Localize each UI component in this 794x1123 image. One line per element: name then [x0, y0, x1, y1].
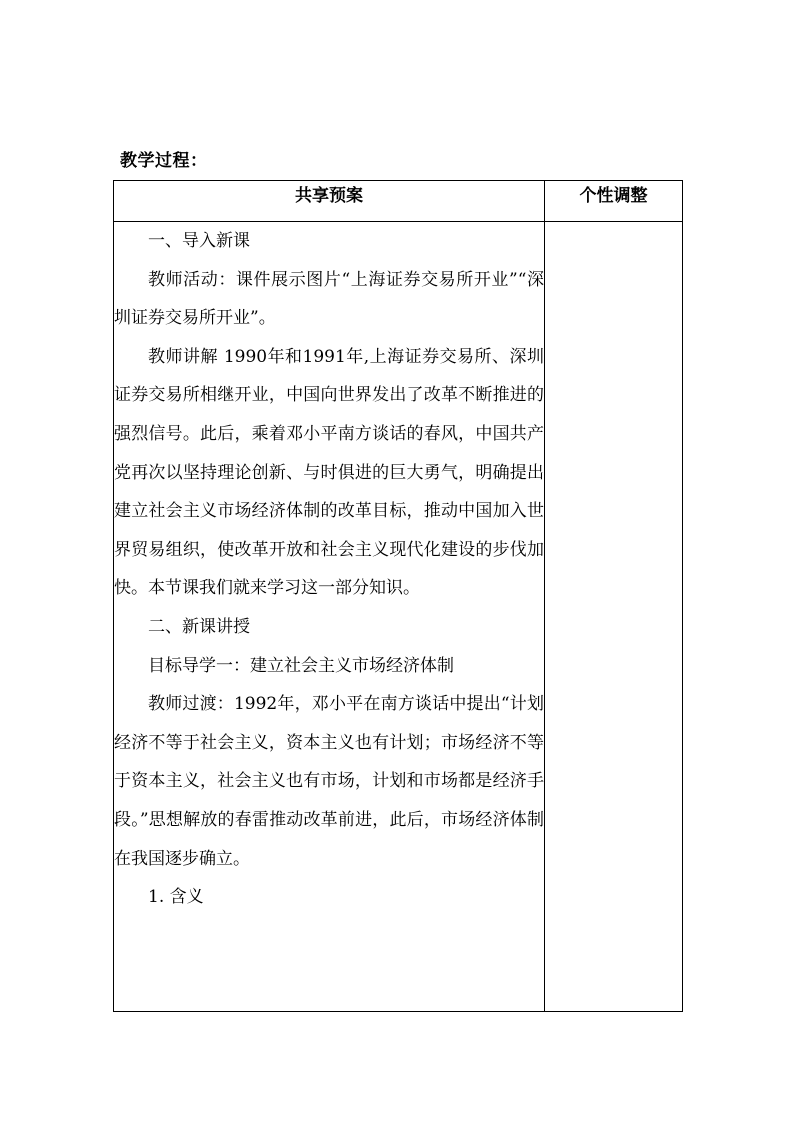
- objective-one-heading: 目标导学一：建立社会主义市场经济体制: [148, 655, 454, 676]
- personal-adjustment-header: 个性调整: [545, 181, 683, 222]
- teacher-activity-paragraph: 教师活动：课件展示图片“上海证券交易所开业”“深圳证券交易所开业”。: [114, 269, 544, 329]
- section-heading: 教学过程：: [120, 151, 208, 171]
- personal-adjustment-cell: [545, 222, 683, 1012]
- shared-plan-cell: [114, 222, 545, 1012]
- teacher-transition-paragraph: 教师过渡：1992年，邓小平在南方谈话中提出“计划经济不等于社会主义，资本主义也有计划；市场经济不等于资本主义，社会主义也有市场，计划和市场都是经济手段。”思想解放的春雷推动改革前进，此后，市场经济体制在我国逐步确立。: [114, 694, 544, 869]
- teacher-explanation-paragraph: 教师讲解 1990年和1991年,上海证券交易所、深圳证券交易所相继开业，中国向世界发出了改革不断推进的强烈信号。此后，乘着邓小平南方谈话的春风，中国共产党再次以坚持理论创新、与时俱进的巨大勇气，明确提出建立社会主义市场经济体制的改革目标，推动中国加入世界贸易组织，使改革开放和社会主义现代化建设的步伐加快。本节课我们就来学习这一部分知识。: [114, 346, 544, 599]
- table-row: [114, 222, 683, 1012]
- table-header-row: [114, 181, 683, 222]
- shared-plan-header: 共享预案: [114, 181, 545, 222]
- lesson-plan-table: [113, 180, 683, 1012]
- new-lesson-heading: 二、新课讲授: [148, 616, 250, 637]
- meaning-subheading: 1. 含义: [148, 887, 204, 908]
- intro-heading: 一、导入新课: [148, 231, 250, 251]
